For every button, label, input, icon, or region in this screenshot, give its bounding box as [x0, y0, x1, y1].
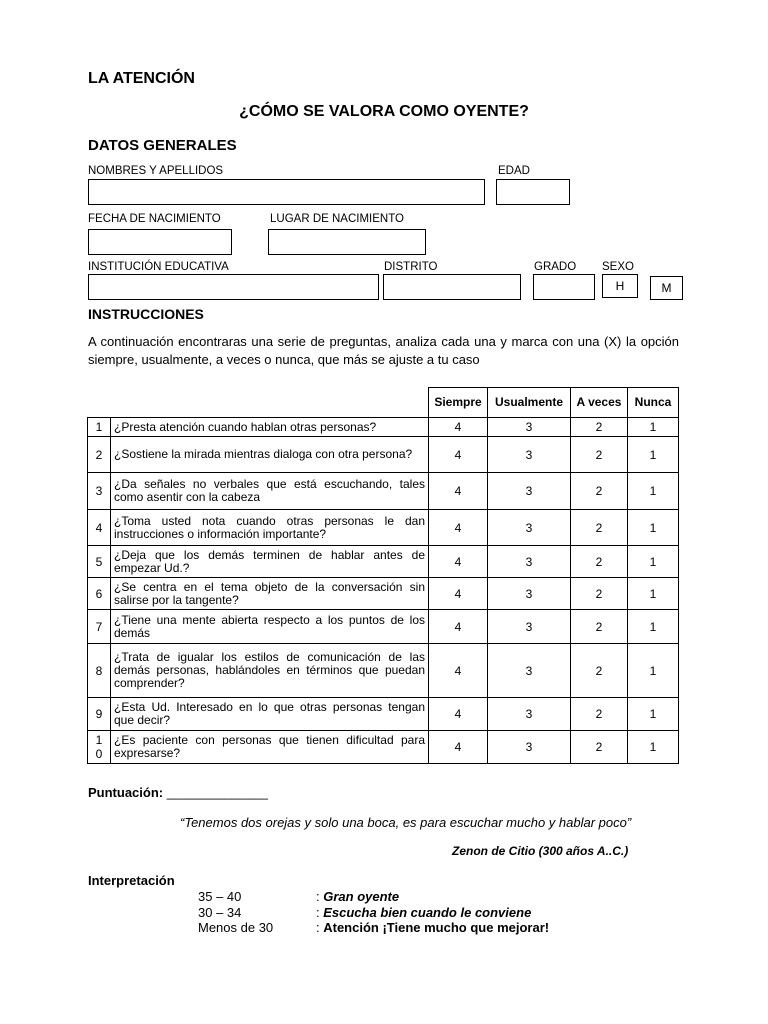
- question-text: ¿Presta atención cuando hablan otras personas?: [111, 418, 429, 437]
- row-number: 2: [88, 437, 111, 473]
- option-siempre[interactable]: 4: [429, 546, 488, 578]
- interpretation-result-text: Atención ¡Tiene mucho que mejorar!: [323, 920, 550, 935]
- option-usualmente[interactable]: 3: [488, 698, 571, 731]
- option-nunca[interactable]: 1: [628, 437, 679, 473]
- interpretation-range: 30 – 34: [198, 905, 242, 920]
- sex-label: SEXO: [602, 261, 634, 273]
- option-siempre[interactable]: 4: [429, 437, 488, 473]
- question-text: ¿Esta Ud. Interesado en lo que otras personas tengan que decir?: [111, 698, 429, 731]
- question-text: ¿Da señales no verbales que está escuchando, tales como asentir con la cabeza: [111, 473, 429, 510]
- header-siempre: Siempre: [429, 388, 488, 418]
- age-field[interactable]: [496, 179, 570, 205]
- header-nunca: Nunca: [628, 388, 679, 418]
- option-usualmente[interactable]: 3: [488, 510, 571, 546]
- question-text: ¿Sostiene la mirada mientras dialoga con otra persona?: [111, 437, 429, 473]
- district-label: DISTRITO: [384, 261, 438, 273]
- grade-label: GRADO: [534, 261, 577, 273]
- interpretation-title: Interpretación: [88, 873, 175, 888]
- interpretation-result: : Escucha bien cuando le conviene: [316, 905, 532, 920]
- table-row: [88, 698, 679, 731]
- quote-author: Zenon de Citio (300 años A..C.): [452, 844, 629, 858]
- header-a-veces: A veces: [571, 388, 628, 418]
- interpretation-result-text: Gran oyente: [323, 889, 400, 904]
- option-a-veces[interactable]: 2: [571, 510, 628, 546]
- institution-field[interactable]: [88, 274, 379, 300]
- option-a-veces[interactable]: 2: [571, 610, 628, 644]
- table-row: [88, 437, 679, 473]
- district-field[interactable]: [383, 274, 521, 300]
- option-a-veces[interactable]: 2: [571, 418, 628, 437]
- option-nunca[interactable]: 1: [628, 418, 679, 437]
- option-siempre[interactable]: 4: [429, 510, 488, 546]
- row-number: 1: [88, 418, 111, 437]
- instructions-text: A continuación encontraras una serie de preguntas, analiza cada una y marca con una (X) la opción siempre, usualmente, a veces o nunca, que más se ajuste a tu caso: [88, 334, 679, 367]
- table-row: [88, 418, 679, 437]
- option-siempre[interactable]: 4: [429, 644, 488, 698]
- institution-label: INSTITUCIÓN EDUCATIVA: [88, 261, 229, 273]
- option-nunca[interactable]: 1: [628, 644, 679, 698]
- table-row: [88, 610, 679, 644]
- option-usualmente[interactable]: 3: [488, 610, 571, 644]
- page-subtitle: ¿CÓMO SE VALORA COMO OYENTE?: [239, 103, 529, 120]
- option-nunca[interactable]: 1: [628, 510, 679, 546]
- question-text: ¿Tiene una mente abierta respecto a los puntos de los demás: [111, 610, 429, 644]
- interpretation-range: Menos de 30: [198, 920, 274, 935]
- page-title: LA ATENCIÓN: [88, 70, 195, 87]
- score-line: [88, 785, 268, 800]
- birth-date-label: FECHA DE NACIMIENTO: [88, 213, 221, 225]
- grade-field[interactable]: [533, 274, 595, 300]
- row-number: 10: [88, 731, 111, 764]
- interpretation-result: : Gran oyente: [316, 889, 400, 904]
- interpretation-result-text: Escucha bien cuando le conviene: [323, 905, 532, 920]
- option-siempre[interactable]: 4: [429, 698, 488, 731]
- option-siempre[interactable]: 4: [429, 473, 488, 510]
- header-blank: [111, 388, 429, 418]
- names-field[interactable]: [88, 179, 485, 205]
- birth-place-field[interactable]: [268, 229, 426, 255]
- table-header-row: [88, 388, 679, 418]
- questionnaire-table: [87, 387, 679, 764]
- table-row: [88, 578, 679, 610]
- option-nunca[interactable]: 1: [628, 473, 679, 510]
- interpretation-range: 35 – 40: [198, 889, 242, 904]
- table-row: [88, 473, 679, 510]
- row-number: 4: [88, 510, 111, 546]
- option-usualmente[interactable]: 3: [488, 437, 571, 473]
- option-a-veces[interactable]: 2: [571, 473, 628, 510]
- table-row: [88, 510, 679, 546]
- option-siempre[interactable]: 4: [429, 418, 488, 437]
- row-number: 6: [88, 578, 111, 610]
- question-text: ¿Deja que los demás terminen de hablar antes de empezar Ud.?: [111, 546, 429, 578]
- option-nunca[interactable]: 1: [628, 578, 679, 610]
- question-text: ¿Se centra en el tema objeto de la conversación sin salirse por la tangente?: [111, 578, 429, 610]
- quote-text: “Tenemos dos orejas y solo una boca, es para escuchar mucho y hablar poco”: [180, 815, 632, 830]
- score-blank[interactable]: ______________: [166, 785, 268, 800]
- row-number: 8: [88, 644, 111, 698]
- question-text: ¿Toma usted nota cuando otras personas le dan instrucciones o información importante?: [111, 510, 429, 546]
- option-usualmente[interactable]: 3: [488, 546, 571, 578]
- sex-option-h[interactable]: H: [602, 274, 638, 298]
- option-nunca[interactable]: 1: [628, 698, 679, 731]
- option-usualmente[interactable]: 3: [488, 731, 571, 764]
- option-siempre[interactable]: 4: [429, 578, 488, 610]
- row-number: 5: [88, 546, 111, 578]
- birth-date-field[interactable]: [88, 229, 232, 255]
- option-usualmente[interactable]: 3: [488, 578, 571, 610]
- names-label: NOMBRES Y APELLIDOS: [88, 165, 224, 177]
- option-a-veces[interactable]: 2: [571, 578, 628, 610]
- instructions-title: INSTRUCCIONES: [88, 306, 204, 322]
- question-text: ¿Es paciente con personas que tienen dificultad para expresarse?: [111, 731, 429, 764]
- option-a-veces[interactable]: 2: [571, 644, 628, 698]
- question-text: ¿Trata de igualar los estilos de comunicación de las demás personas, hablándoles en términos que puedan comprender?: [111, 644, 429, 698]
- option-a-veces[interactable]: 2: [571, 698, 628, 731]
- option-usualmente[interactable]: 3: [488, 418, 571, 437]
- row-number: 9: [88, 698, 111, 731]
- option-usualmente[interactable]: 3: [488, 644, 571, 698]
- table-row: [88, 546, 679, 578]
- option-nunca[interactable]: 1: [628, 731, 679, 764]
- sex-option-m[interactable]: M: [650, 276, 683, 300]
- option-a-veces[interactable]: 2: [571, 437, 628, 473]
- table-row: [88, 731, 679, 764]
- row-number: 3: [88, 473, 111, 510]
- row-number: 7: [88, 610, 111, 644]
- birth-place-label: LUGAR DE NACIMIENTO: [270, 213, 404, 225]
- option-a-veces[interactable]: 2: [571, 731, 628, 764]
- option-nunca[interactable]: 1: [628, 610, 679, 644]
- option-siempre[interactable]: 4: [429, 731, 488, 764]
- section-general-title: DATOS GENERALES: [88, 137, 237, 154]
- option-nunca[interactable]: 1: [628, 546, 679, 578]
- table-row: [88, 644, 679, 698]
- score-label: Puntuación:: [88, 785, 164, 800]
- header-usualmente: Usualmente: [488, 388, 571, 418]
- interpretation-result: : Atención ¡Tiene mucho que mejorar!: [316, 920, 550, 935]
- option-siempre[interactable]: 4: [429, 610, 488, 644]
- option-a-veces[interactable]: 2: [571, 546, 628, 578]
- age-label: EDAD: [498, 165, 530, 177]
- header-blank: [88, 388, 111, 418]
- option-usualmente[interactable]: 3: [488, 473, 571, 510]
